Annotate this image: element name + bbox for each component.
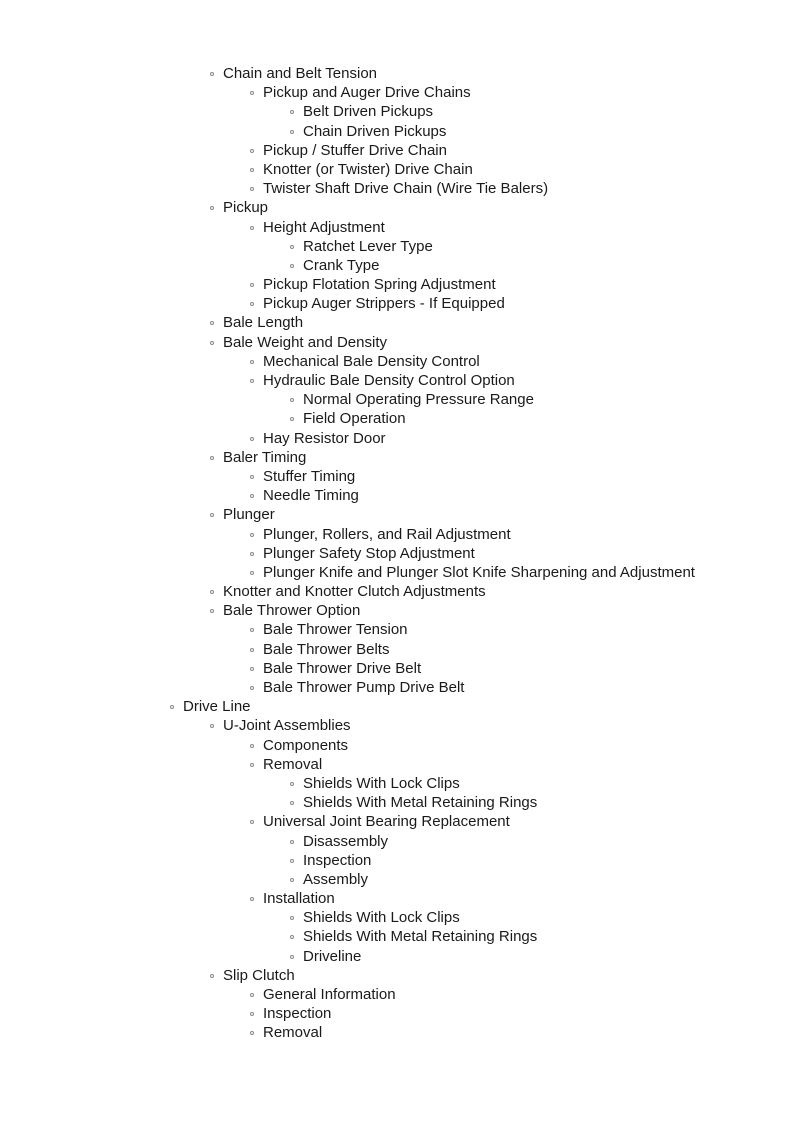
outline-item-label: Needle Timing	[263, 487, 359, 505]
outline-item-label: General Information	[263, 986, 396, 1003]
circle-bullet-icon	[290, 130, 294, 134]
outline-item	[0, 198, 794, 217]
outline-item-label: Baler Timing	[223, 448, 307, 466]
outline-item-label: Mechanical Bale Density Control	[263, 352, 480, 370]
outline-item	[0, 448, 794, 467]
outline-item	[0, 774, 794, 793]
outline-item	[0, 812, 794, 831]
outline-item-label: Plunger Safety Stop Adjustment	[263, 544, 475, 562]
circle-bullet-icon	[210, 590, 214, 594]
circle-bullet-icon	[250, 993, 254, 997]
outline-item-label: Pickup / Stuffer Drive Chain	[263, 141, 447, 159]
outline-item-label: Belt Driven Pickups	[303, 103, 434, 121]
circle-bullet-icon	[290, 840, 294, 844]
circle-bullet-icon	[250, 437, 254, 441]
outline-item	[0, 563, 794, 582]
outline-item	[0, 947, 794, 966]
outline-item	[0, 313, 794, 332]
circle-bullet-icon	[290, 417, 294, 421]
outline-item	[0, 620, 794, 639]
outline-item-label: Hay Resistor Door	[263, 429, 386, 447]
circle-bullet-icon	[250, 187, 254, 191]
circle-bullet-icon	[290, 955, 294, 959]
outline-item	[0, 256, 794, 275]
outline-item-label: Inspection	[263, 1005, 332, 1023]
outline-item	[0, 390, 794, 409]
outline-item-label: Field Operation	[303, 410, 406, 428]
circle-bullet-icon	[250, 744, 254, 748]
circle-bullet-icon	[210, 72, 214, 76]
outline-item	[0, 122, 794, 141]
outline-item-label: Slip Clutch	[223, 966, 295, 984]
circle-bullet-icon	[250, 91, 254, 95]
outline-item-label: Bale Thrower Drive Belt	[263, 659, 422, 677]
outline-item	[0, 160, 794, 179]
outline-item-label: Chain Driven Pickups	[303, 122, 447, 140]
outline-item	[0, 966, 794, 985]
outline-item-label: Pickup Flotation Spring Adjustment	[263, 276, 496, 294]
outline-item-label: Plunger, Rollers, and Rail Adjustment	[263, 525, 511, 543]
circle-bullet-icon	[290, 878, 294, 882]
circle-bullet-icon	[210, 341, 214, 345]
circle-bullet-icon	[290, 859, 294, 863]
circle-bullet-icon	[250, 379, 254, 383]
circle-bullet-icon	[290, 782, 294, 786]
outline-item-label: Installation	[263, 890, 335, 908]
circle-bullet-icon	[250, 763, 254, 767]
circle-bullet-icon	[250, 494, 254, 498]
outline-item	[0, 179, 794, 198]
outline-item	[0, 371, 794, 390]
circle-bullet-icon	[210, 974, 214, 978]
outline-item	[0, 429, 794, 448]
outline-item	[0, 237, 794, 256]
outline-item	[0, 467, 794, 486]
outline-item	[0, 755, 794, 774]
circle-bullet-icon	[250, 552, 254, 556]
outline-item	[0, 716, 794, 735]
outline-item	[0, 985, 794, 1004]
outline-item	[0, 659, 794, 678]
outline-item-label: Pickup	[223, 199, 269, 217]
outline-item-label: Inspection	[303, 851, 372, 869]
circle-bullet-icon	[170, 705, 174, 709]
outline-item	[0, 505, 794, 524]
outline-item-label: Twister Shaft Drive Chain (Wire Tie Balers)	[263, 180, 549, 198]
outline-item	[0, 333, 794, 352]
circle-bullet-icon	[250, 820, 254, 824]
outline-item	[0, 83, 794, 102]
outline-item	[0, 544, 794, 563]
outline-item-label: Pickup and Auger Drive Chains	[263, 84, 471, 102]
outline-item-label: Plunger Knife and Plunger Slot Knife Sharpening and Adjustment	[263, 563, 695, 581]
outline-item	[0, 851, 794, 870]
outline-item-label: Ratchet Lever Type	[303, 237, 433, 255]
circle-bullet-icon	[290, 110, 294, 114]
outline-item	[0, 832, 794, 851]
outline-item	[0, 889, 794, 908]
outline-item-label: Bale Thrower Pump Drive Belt	[263, 679, 465, 696]
outline-item-label: Bale Thrower Belts	[263, 640, 390, 658]
outline-item-label: Shields With Metal Retaining Rings	[303, 794, 538, 812]
outline-item	[0, 697, 794, 716]
outline-item	[0, 582, 794, 601]
outline-item	[0, 409, 794, 428]
outline-item-label: Shields With Lock Clips	[303, 774, 460, 792]
outline-item	[0, 218, 794, 237]
outline-item	[0, 1023, 794, 1042]
circle-bullet-icon	[250, 686, 254, 690]
circle-bullet-icon	[290, 245, 294, 249]
outline-item-label: Bale Thrower Option	[223, 602, 361, 620]
outline-item-label: Stuffer Timing	[263, 467, 356, 485]
circle-bullet-icon	[250, 360, 254, 364]
outline-item-label: U-Joint Assemblies	[223, 717, 351, 735]
outline-item	[0, 102, 794, 121]
outline-item	[0, 640, 794, 659]
outline-item	[0, 525, 794, 544]
circle-bullet-icon	[210, 206, 214, 210]
outline-item	[0, 736, 794, 755]
table-of-contents	[0, 64, 794, 1043]
circle-bullet-icon	[250, 1031, 254, 1035]
outline-item-label: Normal Operating Pressure Range	[303, 391, 534, 409]
outline-item	[0, 870, 794, 889]
outline-item-label: Crank Type	[303, 256, 380, 274]
circle-bullet-icon	[250, 302, 254, 306]
circle-bullet-icon	[250, 475, 254, 479]
outline-item-label: Driveline	[303, 947, 362, 965]
circle-bullet-icon	[290, 264, 294, 268]
outline-item-label: Assembly	[303, 870, 369, 888]
outline-item	[0, 486, 794, 505]
outline-item	[0, 294, 794, 313]
outline-item	[0, 1004, 794, 1023]
outline-item-label: Plunger	[223, 506, 275, 524]
circle-bullet-icon	[250, 283, 254, 287]
outline-item	[0, 275, 794, 294]
circle-bullet-icon	[290, 398, 294, 402]
outline-item-label: Removal	[263, 755, 323, 773]
outline-item-label: Bale Length	[223, 314, 304, 332]
circle-bullet-icon	[250, 149, 254, 153]
outline-item-label: Shields With Lock Clips	[303, 909, 460, 927]
circle-bullet-icon	[250, 667, 254, 671]
circle-bullet-icon	[210, 456, 214, 460]
circle-bullet-icon	[210, 513, 214, 517]
outline-item	[0, 601, 794, 620]
outline-item-label: Knotter and Knotter Clutch Adjustments	[223, 583, 486, 601]
outline-item-label: Chain and Belt Tension	[223, 65, 377, 82]
circle-bullet-icon	[250, 168, 254, 172]
outline-item-label: Bale Thrower Tension	[263, 621, 408, 639]
circle-bullet-icon	[210, 609, 214, 613]
outline-item	[0, 352, 794, 371]
outline-item	[0, 64, 794, 83]
outline-item-label: Height Adjustment	[263, 218, 385, 236]
circle-bullet-icon	[210, 321, 214, 325]
outline-item-label: Drive Line	[183, 698, 251, 716]
outline-item	[0, 678, 794, 697]
circle-bullet-icon	[250, 533, 254, 537]
circle-bullet-icon	[210, 724, 214, 728]
circle-bullet-icon	[250, 226, 254, 230]
outline-item-label: Removal	[263, 1024, 323, 1042]
circle-bullet-icon	[250, 628, 254, 632]
circle-bullet-icon	[250, 897, 254, 901]
outline-item-label: Bale Weight and Density	[223, 333, 387, 351]
outline-item-label: Disassembly	[303, 832, 389, 850]
circle-bullet-icon	[290, 916, 294, 920]
outline-item-label: Shields With Metal Retaining Rings	[303, 928, 538, 946]
outline-item	[0, 141, 794, 160]
outline-item-label: Components	[263, 736, 349, 754]
circle-bullet-icon	[250, 1012, 254, 1016]
outline-item	[0, 927, 794, 946]
outline-item-label: Hydraulic Bale Density Control Option	[263, 372, 515, 389]
outline-item	[0, 908, 794, 927]
circle-bullet-icon	[290, 801, 294, 805]
outline-item	[0, 793, 794, 812]
outline-item-label: Knotter (or Twister) Drive Chain	[263, 160, 473, 178]
circle-bullet-icon	[290, 935, 294, 939]
outline-item-label: Pickup Auger Strippers - If Equipped	[263, 295, 505, 313]
outline-item-label: Universal Joint Bearing Replacement	[263, 813, 510, 831]
circle-bullet-icon	[250, 648, 254, 652]
circle-bullet-icon	[250, 571, 254, 575]
